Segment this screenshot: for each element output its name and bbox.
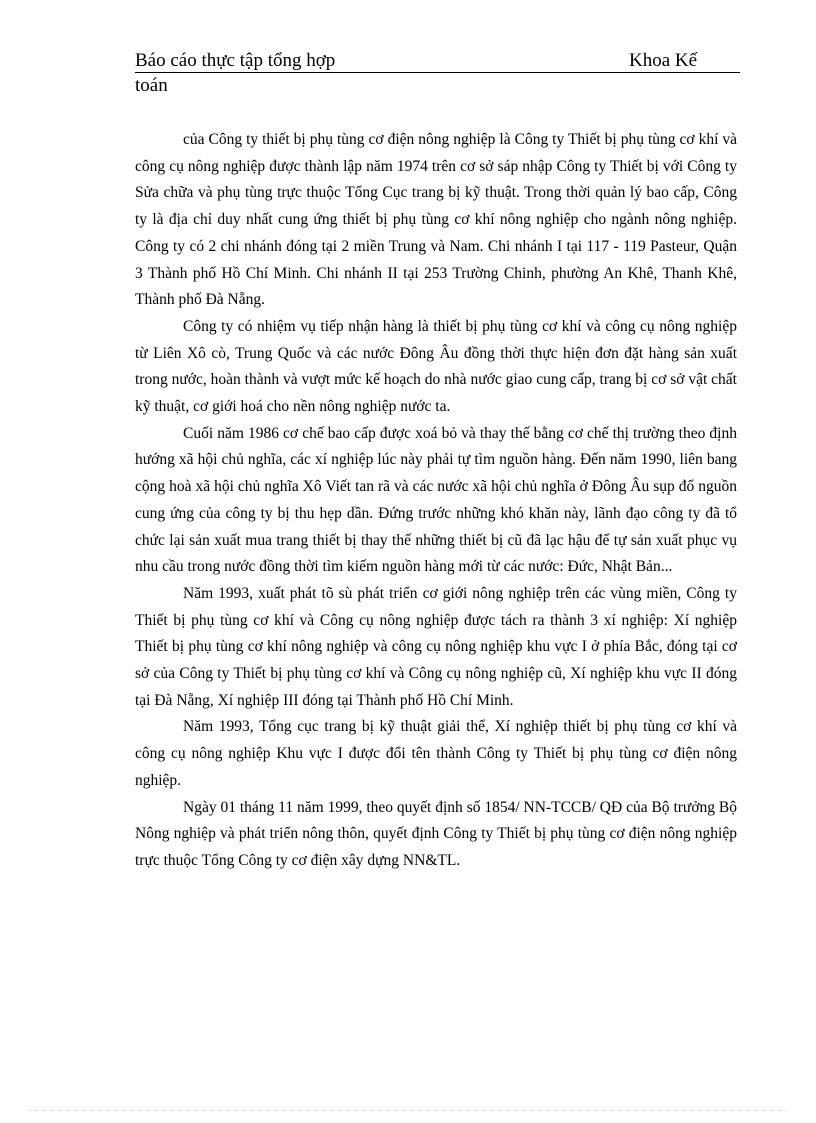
page-header [135,50,740,97]
page-bottom-border [28,1110,788,1111]
report-title: Báo cáo thực tập tổng hợp [135,50,336,71]
paragraph-6: Ngày 01 tháng 11 năm 1999, theo quyết định số 1854/ NN-TCCB/ QĐ của Bộ trưởng Bộ Nông nghiệp và phát triển nông thôn, quyết định Công ty Thiết bị phụ tùng cơ điện nông nghiệp trực thuộc Tổng Công ty cơ điện xây dựng NN&TL. [135,798,737,869]
department-label: Khoa Kế [629,50,698,71]
paragraph-4: Năm 1993, xuất phát tõ sù phát triển cơ giới nông nghiệp trên các vùng miền, Công ty Thiết bị phụ tùng cơ khí và Công cụ nông nghiệp được tách ra thành 3 xí nghiệp: Xí nghiệp Thiết bị phụ tùng cơ khí nông nghiệp và công cụ nông nghiệp khu vực I ở phía Bắc, đóng tại cơ sở của Công ty Thiết bị phụ tùng cơ khí và Công cụ nông nghiệp cũ, Xí nghiệp khu vực II đóng tại Đà Nẵng, Xí nghiệp III đóng tại Thành phố Hồ Chí Minh. [135,584,737,709]
header-rule [135,50,740,73]
paragraph-2: Công ty có nhiệm vụ tiếp nhận hàng là thiết bị phụ tùng cơ khí và công cụ nông nghiệp từ Liên Xô cò, Trung Quốc và các nước Đông Âu đồng thời thực hiện đơn đặt hàng sản xuất trong nước, hoàn thành và vượt mức kế hoạch do nhà nước giao cung cấp, trang bị cơ sở vật chất kỹ thuật, cơ giới hoá cho nền nông nghiệp nước ta. [135,317,737,416]
document-body [135,127,737,875]
paragraph-3: Cuối năm 1986 cơ chế bao cấp được xoá bỏ và thay thế bằng cơ chế thị trường theo định hướng xã hội chủ nghĩa, các xí nghiệp lúc này phải tự tìm nguồn hàng. Đến năm 1990, liên bang cộng hoà xã hội chủ nghĩa Xô Viết tan rã và các nước xã hội chủ nghĩa ở Đông Âu sụp đổ nguồn cung ứng của công ty bị thu hẹp dần. Đứng trước những khó khăn này, lãnh đạo công ty đã tổ chức lại sản xuất mua trang thiết bị thay thế những thiết bị cũ đã lạc hậu để tự sản xuất phục vụ nhu cầu trong nước đồng thời tìm kiếm nguồn hàng mới từ các nước: Đức, Nhật Bản... [135,424,737,576]
paragraph-5: Năm 1993, Tổng cục trang bị kỹ thuật giải thể, Xí nghiệp thiết bị phụ tùng cơ khí và công cụ nông nghiệp Khu vực I được đổi tên thành Công ty Thiết bị phụ tùng cơ điện nông nghiệp. [135,718,737,789]
paragraph-1: của Công ty thiết bị phụ tùng cơ điện nông nghiệp là Công ty Thiết bị phụ tùng cơ khí và công cụ nông nghiệp được thành lập năm 1974 trên cơ sở sáp nhập Công ty Thiết bị với Công ty Sửa chữa và phụ tùng trực thuộc Tổng Cục trang bị kỹ thuật. Trong thời quản lý bao cấp, Công ty là địa chỉ duy nhất cung ứng thiết bị phụ tùng cơ khí nông nghiệp cho ngành nông nghiệp. Công ty có 2 chi nhánh đóng tại 2 miền Trung và Nam. Chi nhánh I tại 117 - 119 Pasteur, Quận 3 Thành phố Hồ Chí Minh. Chi nhánh II tại 253 Trường Chinh, phường An Khê, Thanh Khê, Thành phố Đà Nẵng. [135,131,737,309]
department-label-continuation: toán [135,75,168,96]
